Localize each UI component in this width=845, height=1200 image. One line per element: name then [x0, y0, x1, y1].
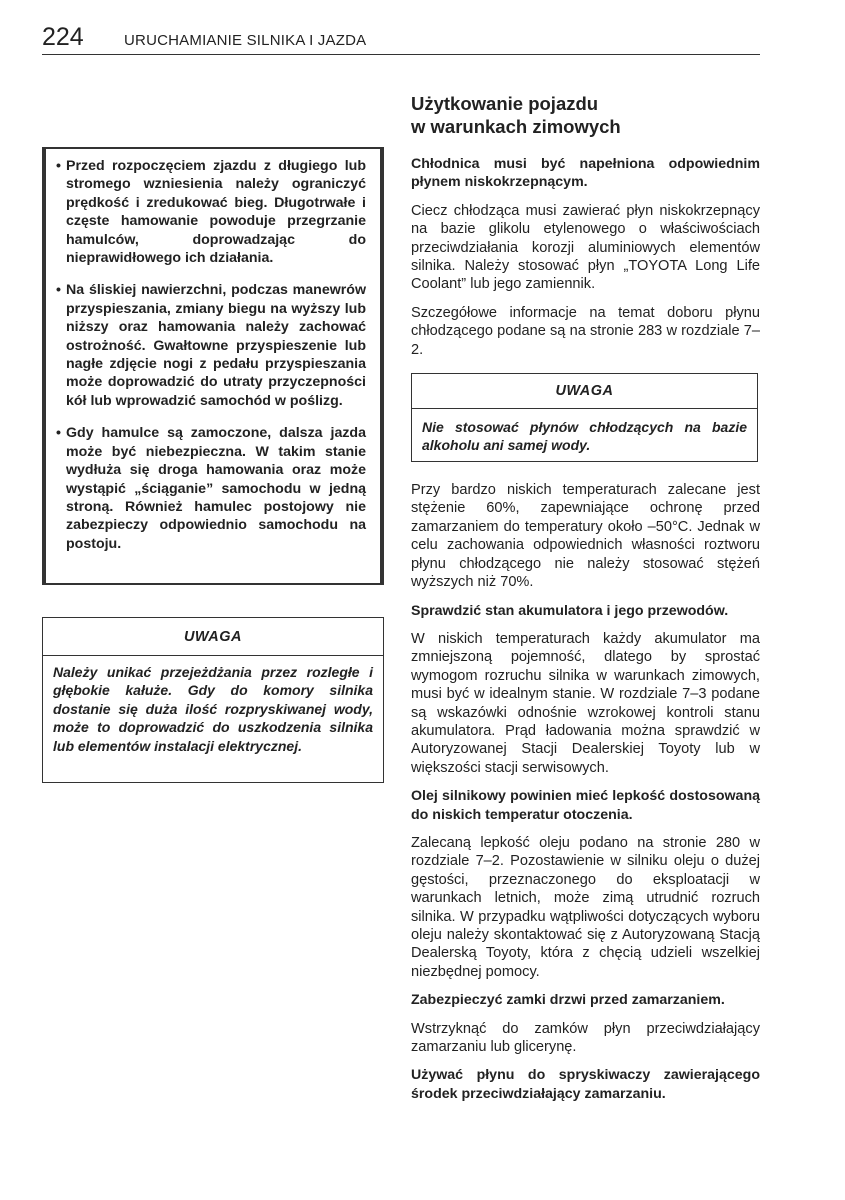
- caution-title: UWAGA: [43, 618, 383, 656]
- heading-line-2: w warunkach zimowych: [411, 116, 621, 137]
- warning-item: [56, 424, 366, 553]
- oil-heading: Olej silnikowy powinien mieć lepkość dostosowaną do niskich temperatur otoczenia.: [411, 788, 760, 823]
- warning-item: [56, 157, 366, 267]
- caution-box-right: [411, 373, 758, 462]
- coolant-heading: Chłodnica musi być napełniona odpowiednim płynem niskokrzepnącym.: [411, 156, 760, 191]
- battery-paragraph: W niskich temperaturach każdy akumulator ma zmniejszoną pojemność, dlatego by sprostać wymogom rozruchu silnika w warunkach zimowych, musi być w idealnym stanie. W rozdziale 7–3 podane są wskazówki odnośnie wzrokowej kontroli stanu akumulatora. Prąd ładowania można sprawdzić w Autoryzowanej Stacji Dealerskiej Toyoty lub w większości stacji serwisowych.: [411, 630, 760, 776]
- door-locks-heading: Zabezpieczyć zamki drzwi przed zamarzaniem.: [411, 992, 725, 1009]
- heading-line-1: Użytkowanie pojazdu: [411, 93, 599, 114]
- warning-list: [56, 157, 366, 553]
- bullet-icon: •: [56, 282, 61, 299]
- washer-fluid-heading: Używać płynu do spryskiwaczy zawierającego środek przeciwdziałający zamarzaniu.: [411, 1067, 760, 1102]
- section-heading: [411, 92, 760, 138]
- right-column: [411, 92, 760, 1113]
- warning-text: Przed rozpoczęciem zjazdu z długiego lub stromego wzniesienia należy ograniczyć prędkość i zredukować bieg. Długotrwałe i częste hamowanie powoduje przegrzanie hamulców, doprowadzając do nieprawidłowego ich działania.: [66, 158, 366, 267]
- caution-title: UWAGA: [412, 374, 757, 409]
- warning-box: [42, 147, 384, 585]
- oil-paragraph: Zalecaną lepkość oleju podano na stronie 280 w rozdziale 7–2. Pozostawienie w silniku oleju o dużej gęstości, przeznaczonego do eksploatacji w warunkach letnich, może zimą utrudnić rozruch silnika. W przypadku wątpliwości dotyczących wyboru oleju należy skontaktować się z Autoryzowaną Stacją Dealerską Toyoty, która z chęcią udzieli wszelkiej niezbędnej pomocy.: [411, 834, 760, 980]
- door-locks-paragraph: Wstrzyknąć do zamków płyn przeciwdziałający zamarzaniu lub glicerynę.: [411, 1020, 760, 1056]
- bullet-icon: •: [56, 425, 61, 442]
- coolant-paragraph-3: Przy bardzo niskich temperaturach zalecane jest stężenie 60%, zapewniające ochronę przed zamarzaniem do temperatury około –50°C. Jednak w celu zachowania odpowiednich własności roztworu płynu chłodzącego nie należy stosować stężeń wyższych niż 70%.: [411, 482, 760, 591]
- coolant-paragraph-2: Szczegółowe informacje na temat doboru płynu chłodzącego podane są na stronie 283 w rozdziale 7–2.: [411, 304, 760, 358]
- bullet-icon: •: [56, 158, 61, 174]
- caution-text: Należy unikać przejeżdżania przez rozległe i głębokie kałuże. Gdy do komory silnika dostanie się duża ilość rozpryskiwanej wody, może to doprowadzić do uszkodzenia silnika lub elementów instalacji elektrycznej.: [53, 664, 373, 754]
- page-number: 224: [42, 23, 84, 51]
- section-title: URUCHAMIANIE SILNIKA I JAZDA: [124, 32, 367, 49]
- warning-text: Na śliskiej nawierzchni, podczas manewrów przyspieszania, zmiany biegu na wyższy lub niższy oraz hamowania należy zachować ostrożność. Gwałtowne przyspieszenie lub nagłe zdjęcie nogi z pedału przyspieszania może doprowadzić do utraty przyczepności kół lub wprowadzić samochód w poślizg.: [66, 282, 366, 409]
- warning-text: Gdy hamulce są zamoczone, dalsza jazda może być niebezpieczna. W takim stanie wydłuża się droga hamowania oraz może wystąpić „ściąganie” samochodu w jedną stroną. Również hamulec postojowy nie zabezpieczy odpowiednio samochodu na postoju.: [66, 425, 366, 552]
- coolant-paragraph-1: Ciecz chłodząca musi zawierać płyn niskokrzepnący na bazie glikolu etylenowego o właściwościach przeciwdziałania korozji aluminiowych elementów silnika. Należy stosować płyn „TOYOTA Long Life Coolant” lub jego zamiennik.: [411, 202, 760, 293]
- warning-item: [56, 281, 366, 410]
- caution-box-left: [42, 617, 384, 783]
- battery-heading: Sprawdzić stan akumulatora i jego przewodów.: [411, 602, 729, 619]
- page-header: [42, 24, 760, 55]
- caution-text: Nie stosować płynów chłodzących na bazie alkoholu ani samej wody.: [422, 419, 747, 454]
